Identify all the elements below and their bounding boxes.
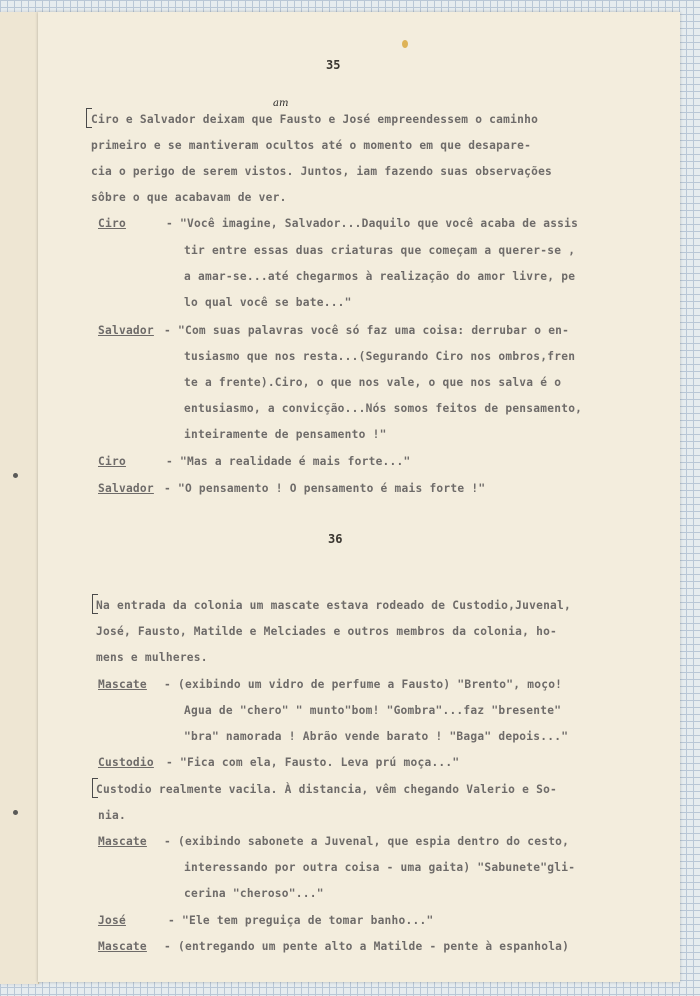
dialogue-line: tusiasmo que nos resta...(Segurando Ciro nos ombros,fren	[184, 350, 576, 363]
dialogue-line: - "O pensamento ! O pensamento é mais forte !"	[164, 482, 486, 495]
binding-hole	[13, 810, 18, 815]
narration-line: Ciro e Salvador deixam que Fausto e José empreendessem o caminho	[91, 113, 539, 126]
dialogue-line: interessando por outra coisa - uma gaita) "Sabunete"gli-	[184, 861, 576, 874]
speaker-name: José	[98, 914, 126, 927]
dialogue-line: tir entre essas duas criaturas que começam a querer-se ,	[184, 244, 576, 257]
dialogue-line: - "Você imagine, Salvador...Daquilo que você acaba de assis	[166, 217, 579, 230]
dialogue-line: - "Com suas palavras você só faz uma coisa: derrubar o en-	[164, 324, 570, 337]
dialogue-line: te a frente).Ciro, o que nos vale, o que nos salva é o	[184, 376, 562, 389]
narration-line: primeiro e se mantiveram ocultos até o momento em que desapare-	[91, 139, 532, 152]
typewritten-page	[38, 12, 680, 982]
narration-line: mens e mulheres.	[96, 651, 208, 664]
speaker-name: Salvador	[98, 324, 154, 337]
dialogue-line: lo qual você se bate..."	[184, 296, 352, 309]
dialogue-line: - "Fica com ela, Fausto. Leva prú moça..."	[166, 756, 460, 769]
dialogue-line: a amar-se...até chegarmos à realização do amor livre, pe	[184, 270, 576, 283]
paper-stain	[402, 40, 408, 48]
dialogue-line: "bra" namorada ! Abrão vende barato ! "Baga" depois..."	[184, 730, 569, 743]
dialogue-line: entusiasmo, a convicção...Nós somos feitos de pensamento,	[184, 402, 583, 415]
narration-line: José, Fausto, Matilde e Melciades e outros membros da colonia, ho-	[96, 625, 558, 638]
speaker-name: Mascate	[98, 835, 147, 848]
narration-line: cia o perigo de serem vistos. Juntos, iam fazendo suas observações	[91, 165, 553, 178]
narration-line: nia.	[98, 809, 126, 822]
previous-page-edge	[0, 12, 39, 984]
narration-line: Na entrada da colonia um mascate estava rodeado de Custodio,Juvenal,	[96, 599, 572, 612]
speaker-name: Ciro	[98, 455, 126, 468]
dialogue-line: Agua de "chero" " munto"bom! "Gombra"...faz "bresente"	[184, 704, 562, 717]
binding-hole	[13, 473, 18, 478]
speaker-name: Salvador	[98, 482, 154, 495]
dialogue-line: - (exibindo um vidro de perfume a Fausto) "Brento", moço!	[164, 678, 563, 691]
dialogue-line: inteiramente de pensamento !"	[184, 428, 387, 441]
page-number-36: 36	[328, 532, 343, 546]
dialogue-line: cerina "cheroso"..."	[184, 887, 324, 900]
speaker-name: Custodio	[98, 756, 154, 769]
handwritten-correction: am	[273, 98, 289, 109]
dialogue-line: - (exibindo sabonete a Juvenal, que espia dentro do cesto,	[164, 835, 570, 848]
page-number-35: 35	[326, 58, 341, 72]
narration-line: Custodio realmente vacila. À distancia, vêm chegando Valerio e So-	[96, 783, 558, 796]
speaker-name: Mascate	[98, 678, 147, 691]
dialogue-line: - "Ele tem preguiça de tomar banho..."	[168, 914, 434, 927]
speaker-name: Ciro	[98, 217, 126, 230]
dialogue-line: - "Mas a realidade é mais forte..."	[166, 455, 411, 468]
dialogue-line: - (entregando um pente alto a Matilde - pente à espanhola)	[164, 940, 570, 953]
narration-line: sôbre o que acabavam de ver.	[91, 191, 287, 204]
speaker-name: Mascate	[98, 940, 147, 953]
